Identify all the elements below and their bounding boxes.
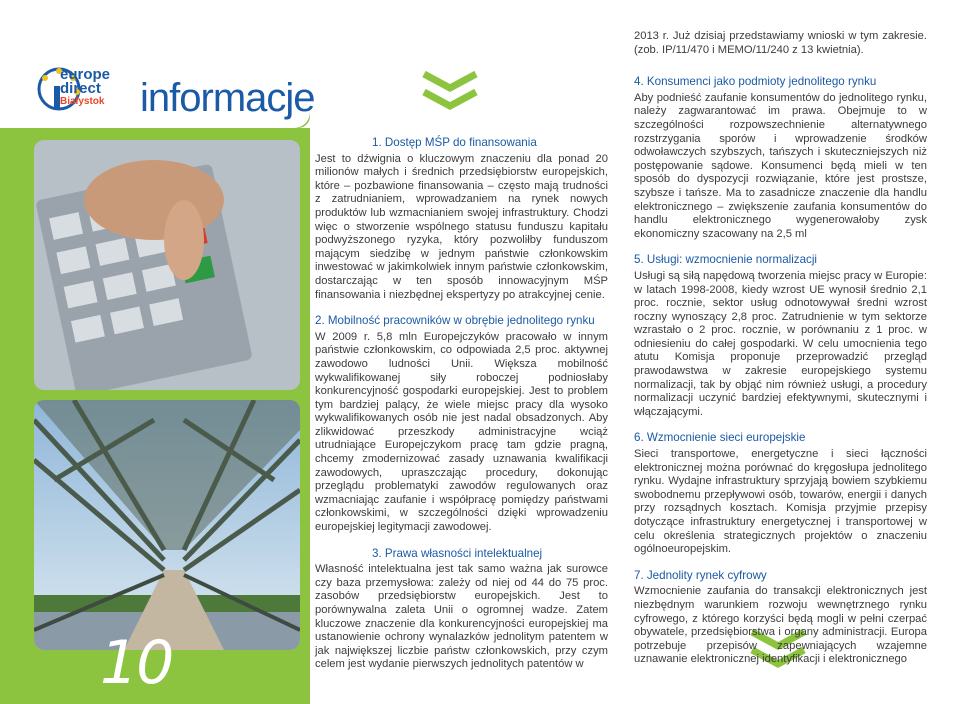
section-heading: 1. Dostęp MŚP do finansowania [372,136,537,149]
steel-bridge-photo [34,400,300,650]
page-number: 10 [100,628,173,698]
section-body: Aby podnieść zaufanie konsumentów do jednolitego rynku, należy zagwarantować im prawa. Obejmuje to w szczególności rozpowszechnienie alternatywnego rozstrzygania sporów i wprowadzenie środków odwoławczych szybszych, tańszych i skuteczniejszych niż postępowanie sądowe. Konsumenci będą mieli w ten sposób do dyspozycji rozwiązanie, które jest prostsze, szybsze i tańsze. Ma to zasadnicze znaczenie dla handlu elektronicznego – zwiększenie zaufania konsumentów do handlu elektronicznego wygenerowałoby zysk ekonomiczny szacowany na 2,5 ml [634,91,927,240]
section-body: Sieci transportowe, energetyczne i sieci łączności elektronicznej można porównać do kręgosłupa jednolitego rynku. Wydajne infrastruktury sprzyjają bowiem szybkiemu swobodnemu przepływowi osób, towarów, energii i danych przy rozsądnych kosztach. Komisja przyjmie przepisy dotyczące infrastruktury energetycznej i transportowej w celu określenia strategicznych projektów o znaczeniu ogólnoeuropejskim. [634,448,927,556]
logo-line-europe: europe [60,66,111,83]
section-title: informacje [140,76,315,120]
bridge-icon [34,400,300,650]
chevron-down-icon [420,70,480,114]
section-heading: 2. Mobilność pracowników w obrębie jednolitego rynku [315,314,595,328]
section-heading: 3. Prawa własności intelektualnej [372,546,543,560]
section-body: W 2009 r. 5,8 mln Europejczyków pracowało w innym państwie członkowskim, co odpowiada 2,5 proc. aktywnej zawodowo ludności Unii. Większa mobilność wykwalifikowanej siły roboczej podniosłaby konkurencyjność gospodarki europejskiej. Jest to problem tym bardziej palący, że wiele miejsc pracy dla wysoko wykwalifikowanych osób nie jest nadal obsadzonych. Aby zlikwidować przeszkody administracyjne wciąż utrudniające Europejczykom pracę tam gdzie pragną, chcemy zmodernizować zasady uznawania kwalifikacji zawodowych, upraszczając procedury, dokonując przeglądu problematyki zawodów regulowanych oraz wzmacniając zaufanie i współpracę pomiędzy państwami członkowskimi, w szczególności dzięki wprowadzeniu europejskiej legitymacji zawodowej. [315,330,608,534]
section-body: Usługi są siłą napędową tworzenia miejsc pracy w Europie: w latach 1998-2008, kiedy wzrost UE wynosił średnio 2,1 proc. rocznie, sektor usług odnotowywał średni wzrost roczny wynoszący 2,8 proc. Zatrudnienie w tym sektorze wzrastało o 2 proc. rocznie, w porównaniu z 1 proc. w odniesieniu do całej gospodarki. W celu umocnienia tego atutu Komisja proponuje przeprowadzić przegląd prawodawstwa w zakresie europejskiego systemu normalizacji, tak by objąć nim również usługi, a procedury normalizacji uczynić bardziej efektywnymi, skutecznymi i włączającymi. [634,269,927,418]
section-body: Wzmocnienie zaufania do transakcji elektronicznych jest niezbędnym warunkiem rozwoju wewnętrznego rynku cyfrowego, z którego korzyści będą mogli w pełni czerpać obywatele, przedsiębiorstwa i organy administracji. Europa potrzebuje przepisów zapewniających wzajemne uznawanie elektronicznej identyfikacji i elektronicznego [634,585,927,666]
logo-line-bialystok: Białystok [60,96,105,107]
right-column [634,30,927,679]
logo-line-direct: direct [60,80,101,97]
section-body: Jest to dźwignia o kluczowym znaczeniu dla ponad 20 milionów małych i średnich przedsiębiorstw europejskich, które – pozbawione finansowania – często mają trudności z zatrudnianiem, wprowadzaniem na rynek nowych produktów lub wzmacnianiem swojej infrastruktury. Chodzi więc o stworzenie wspólnego statusu funduszu kapitału podwyższonego ryzyka, który pozwoliłby funduszom mającym siedzibę w jednym państwie członkowskim inwestować w jakimkolwiek innym państwie członkowskim, dostarczając w ten sposób innowacyjnym MŚP finansowania i niezbędnej ekspertyzy po atrakcyjnej cenie. [315,152,608,301]
section-heading: 4. Konsumenci jako podmioty jednolitego rynku [634,75,877,89]
europe-direct-logo [34,60,144,130]
section-heading: 5. Usługi: wzmocnienie normalizacji [634,253,817,267]
atm-keypad-photo [34,140,300,390]
section-heading: 7. Jednolity rynek cyfrowy [634,568,767,582]
intro-paragraph: 2013 r. Już dzisiaj przedstawiamy wnioski w tym zakresie. (zob. IP/11/470 i MEMO/11/240 z 13 kwietnia). [634,30,927,56]
section-heading: 6. Wzmocnienie sieci europejskie [634,431,806,445]
section-body: Własność intelektualna jest tak samo ważna jak surowce czy baza przemysłowa: zależy od niej od 44 do 75 proc. zasobów przedsiębiorstw europejskich. Jest to porównywalna zaleta Unii o ogromnej wadze. Zatem kluczowe znaczenie dla konkurencyjności europejskiej ma ustanowienie ochrony wynalazków jednolitym patentem w jak największej liczbie państw członkowskich, przy czym celem jest wydanie pierwszych jednolitych patentów w [315,563,608,671]
atm-keypad-icon [34,140,300,390]
middle-column [315,136,608,684]
